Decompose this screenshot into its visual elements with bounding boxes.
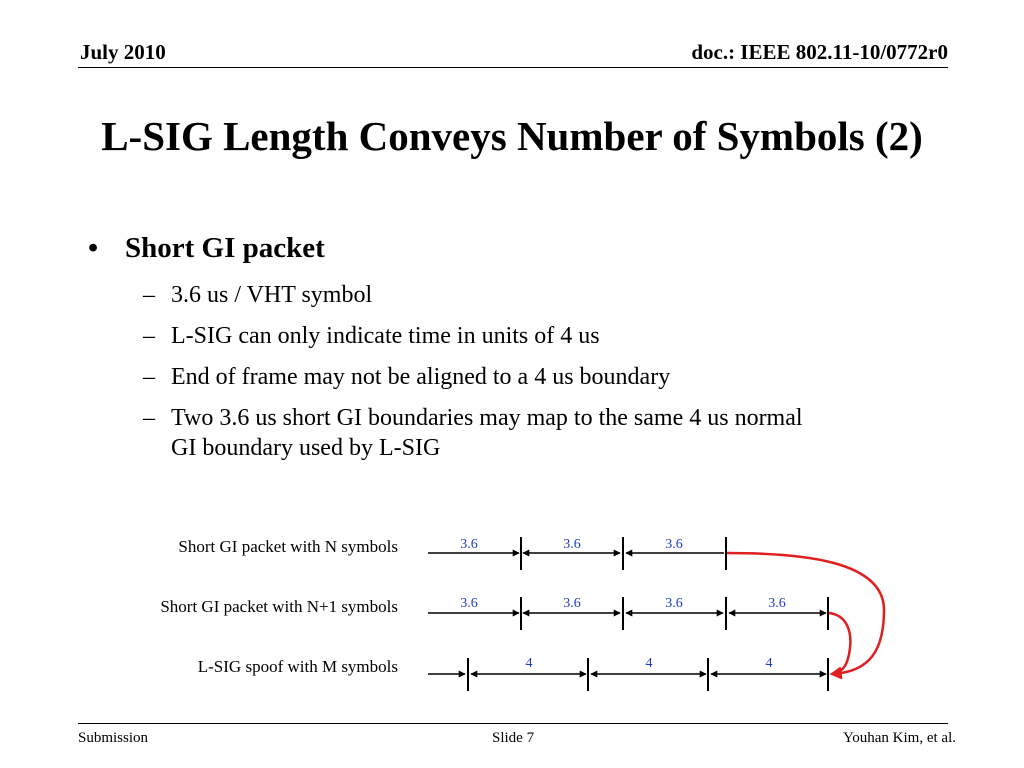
segment-label: 3.6 xyxy=(460,537,478,552)
sub-item-text: Two 3.6 us short GI boundaries may map to the same 4 us normal GI boundary used by L-SIG xyxy=(171,405,803,461)
sub-marker: – xyxy=(143,282,155,308)
sub-item-text: 3.6 us / VHT symbol xyxy=(171,282,373,308)
row-lsig-spoof xyxy=(428,656,828,691)
header-date: July 2010 xyxy=(80,40,166,64)
header-doc-id: doc.: IEEE 802.11-10/0772r0 xyxy=(691,40,948,64)
sub-item-text: End of frame may not be aligned to a 4 us boundary xyxy=(171,364,671,390)
segment-label: 3.6 xyxy=(665,596,683,611)
row-n-plus-1-symbols xyxy=(428,596,828,630)
row-label-n: Short GI packet with N symbols xyxy=(178,537,398,556)
slide-title: L-SIG Length Conveys Number of Symbols (2) xyxy=(101,113,923,159)
segment-label: 4 xyxy=(645,656,653,671)
sub-item-text: L-SIG can only indicate time in units of 4 us xyxy=(171,323,600,349)
segment-label: 4 xyxy=(765,656,773,671)
row-n-symbols xyxy=(428,537,726,570)
footer-slide-number: Slide 7 xyxy=(492,730,535,746)
sub-marker: – xyxy=(143,323,155,349)
segment-label: 3.6 xyxy=(460,596,478,611)
segment-label: 3.6 xyxy=(665,537,683,552)
row-label-n-plus-1: Short GI packet with N+1 symbols xyxy=(160,597,398,616)
footer-submission: Submission xyxy=(78,730,149,746)
row-label-lsig: L-SIG spoof with M symbols xyxy=(197,657,398,676)
segment-label: 3.6 xyxy=(768,596,786,611)
segment-label: 4 xyxy=(525,656,533,671)
segment-label: 3.6 xyxy=(563,596,581,611)
footer-author: Youhan Kim, et al. xyxy=(842,730,956,746)
sub-marker: – xyxy=(143,405,155,431)
sub-marker: – xyxy=(143,364,155,390)
footer-rule xyxy=(78,723,948,724)
bullet-label: Short GI packet xyxy=(125,232,325,264)
segment-label: 3.6 xyxy=(563,537,581,552)
mapping-arrow-n-plus-1 xyxy=(829,613,850,674)
bullet-marker: • xyxy=(88,232,99,264)
